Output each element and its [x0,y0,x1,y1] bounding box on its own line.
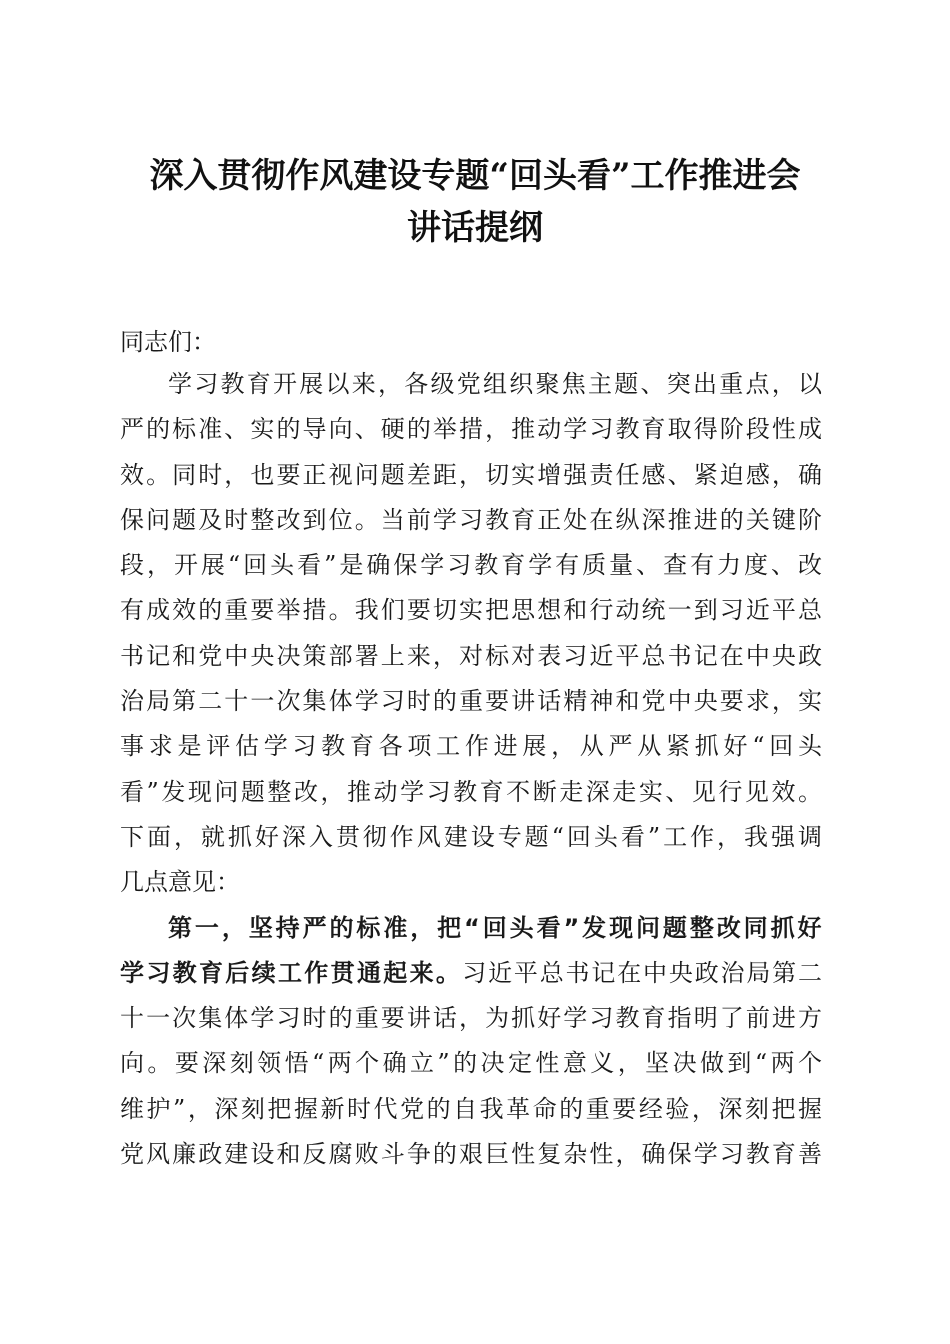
text-line: 效。同时，也要正视问题差距，切实增强责任感、紧迫感，确 [120,460,822,489]
text-line: 十一次集体学习时的重要讲话，为抓好学习教育指明了前进方 [120,1004,822,1033]
salutation: 同志们： [120,328,216,356]
text-line: 段，开展“回头看”是确保学习教育学有质量、查有力度、改 [120,551,822,580]
text-line: 严的标准、实的导向、硬的举措，推动学习教育取得阶段性成 [120,415,822,444]
paragraph-2 [120,906,822,1178]
text-line: 几点意见： [120,868,240,897]
text-line: 有成效的重要举措。我们要切实把思想和行动统一到习近平总 [120,596,822,625]
text-line: 学习教育开展以来，各级党组织聚焦主题、突出重点，以 [168,370,822,398]
document-title [100,150,850,254]
text-line: 维护”，深刻把握新时代党的自我革命的重要经验，深刻把握 [120,1094,822,1123]
text-line: 书记和党中央决策部署上来，对标对表习近平总书记在中央政 [120,641,822,670]
text-line: 事求是评估学习教育各项工作进展，从严从紧抓好“回头 [120,732,822,761]
title-line-2: 讲话提纲 [407,208,543,248]
text-line: 下面，就抓好深入贯彻作风建设专题“回头看”工作，我强调 [120,822,822,851]
bold-heading-line: 第一，坚持严的标准，把“回头看”发现问题整改同抓好 [168,913,822,942]
text-line-rest: 习近平总书记在中央政治局第二 [462,958,822,987]
text-line: 看”发现问题整改，推动学习教育不断走深走实、见行见效。 [120,777,822,806]
text-line [120,951,822,996]
document-body [120,362,822,1177]
text-line: 向。要深刻领悟“两个确立”的决定性意义，坚决做到“两个 [120,1049,822,1078]
bold-heading-end: 学习教育后续工作贯通起来。 [120,958,463,987]
title-line-1: 深入贯彻作风建设专题“回头看”工作推进会 [149,156,801,196]
text-line: 党风廉政建设和反腐败斗争的艰巨性复杂性，确保学习教育善 [120,1140,822,1169]
text-line: 保问题及时整改到位。当前学习教育正处在纵深推进的关键阶 [120,505,822,534]
text-line: 治局第二十一次集体学习时的重要讲话精神和党中央要求，实 [120,687,822,716]
paragraph-1 [120,362,822,906]
